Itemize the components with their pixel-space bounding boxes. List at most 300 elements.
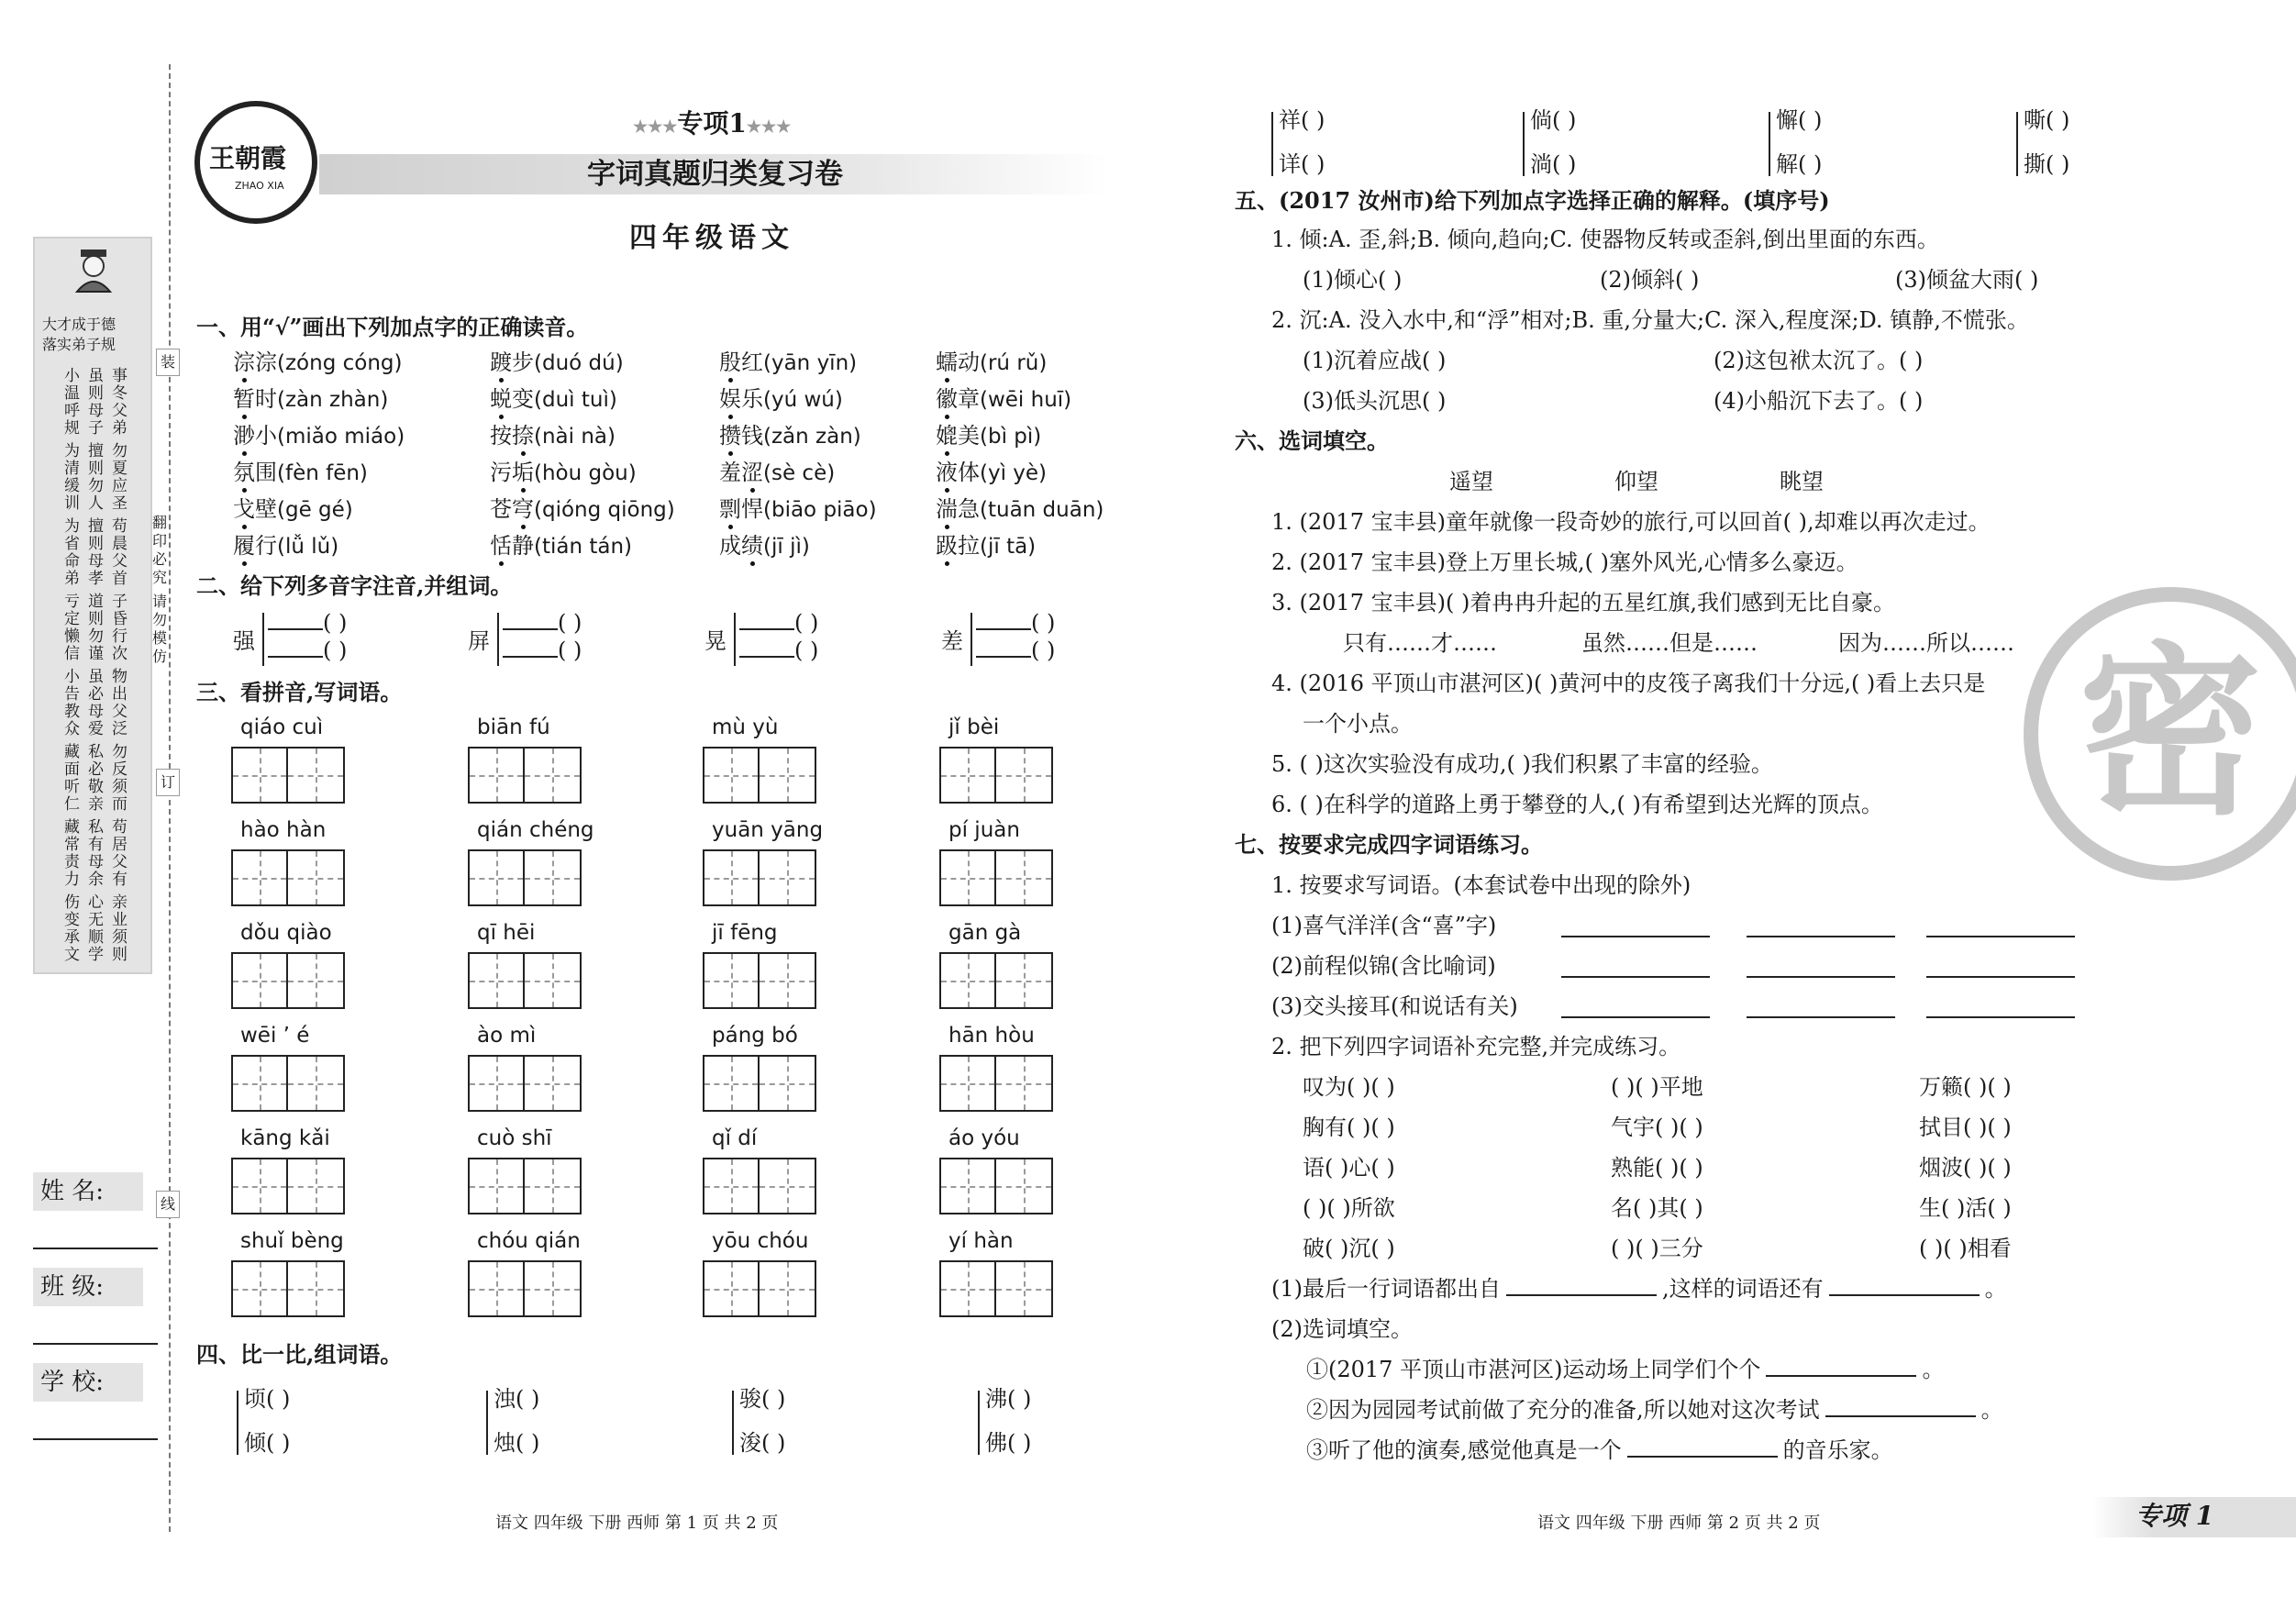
q5-sub: (3)倾盆大雨( ) [1895, 267, 2039, 293]
q1-item [233, 495, 353, 524]
tianzi-cell[interactable] [231, 1158, 288, 1214]
q6-sentence-1: 1. (2017 宝丰县)童年就像一段奇妙的旅行,可以回首( ),却难以再次走过。 [1271, 509, 1991, 535]
q7-f1-end: 。 [1922, 1357, 1945, 1382]
pinyin-options[interactable]: (jī jì) [763, 535, 810, 559]
warn-char: 翻 [152, 514, 168, 531]
tianzi-grid[interactable] [468, 849, 582, 906]
answer-blank[interactable] [268, 656, 323, 658]
bracket-line [1523, 112, 1525, 176]
tianzi-cell[interactable] [703, 1055, 760, 1112]
tianzi-cell[interactable] [703, 849, 760, 906]
motto-column: 事冬父弟 [108, 367, 127, 437]
tianzi-cell[interactable] [231, 1055, 288, 1112]
dotted-char: 徽 [936, 386, 958, 412]
word-char: 行 [255, 533, 277, 559]
word-char: 乐 [741, 386, 763, 412]
compare-item[interactable]: 骏( ) [739, 1386, 786, 1412]
word-char: 苍 [490, 496, 512, 522]
q1-item [936, 349, 1047, 377]
compare-item[interactable]: 详( ) [1279, 151, 1325, 177]
class-field[interactable] [33, 1343, 158, 1345]
idiom-item[interactable]: 叹为( )( ) [1303, 1074, 1395, 1100]
pinyin-options[interactable]: (yì yè) [980, 461, 1048, 485]
tianzi-cell[interactable] [996, 849, 1053, 906]
idiom-item[interactable]: 拭目( )( ) [1919, 1115, 2012, 1140]
pinyin-label: qiáo cuì [240, 715, 324, 739]
tianzi-cell[interactable] [288, 1055, 345, 1112]
polyphone-row [739, 637, 818, 664]
pinyin-options[interactable]: (yān yīn) [763, 351, 858, 375]
tianzi-cell[interactable] [703, 1158, 760, 1214]
compare-item[interactable]: 撕( ) [2024, 151, 2070, 177]
motto-column: 藏面听仁 [61, 743, 79, 813]
word-char: 悍 [741, 496, 763, 522]
dotted-char: 踱 [490, 349, 512, 375]
pinyin-label: yí hàn [948, 1229, 1014, 1253]
pinyin-options[interactable]: (biāo piāo) [763, 498, 877, 522]
q7-f2-end: 。 [1980, 1397, 2003, 1423]
q1-item [936, 459, 1047, 487]
answer-line[interactable] [1561, 936, 1710, 937]
tianzi-grid[interactable] [939, 1260, 1053, 1317]
tianzi-cell[interactable] [525, 952, 582, 1009]
answer-paren[interactable]: ( ) [323, 610, 348, 636]
word-char: 按 [490, 423, 512, 449]
answer-line[interactable] [1926, 976, 2075, 978]
answer-blank[interactable] [1506, 1294, 1657, 1296]
tianzi-cell[interactable] [760, 1055, 816, 1112]
idiom-item[interactable]: 生( )活( ) [1919, 1195, 2012, 1221]
tianzi-grid[interactable] [939, 952, 1053, 1009]
binding-line [169, 64, 171, 1532]
tianzi-cell[interactable] [468, 952, 525, 1009]
compare-item[interactable]: 倾( ) [244, 1430, 291, 1456]
tianzi-cell[interactable] [996, 1158, 1053, 1214]
motto-column: 私有母余 [84, 818, 103, 888]
school-label: 学 校: [40, 1369, 105, 1396]
pinyin-options[interactable]: (lǚ lǔ) [277, 535, 339, 559]
pinyin-label: jǐ bèi [948, 715, 1000, 739]
idiom-item[interactable]: 万籁( )( ) [1919, 1074, 2012, 1100]
logo-text: 王朝霞 [209, 143, 287, 173]
bracket-line [1271, 112, 1273, 176]
tianzi-grid[interactable] [231, 1158, 345, 1214]
dotted-char: 蠕 [936, 349, 958, 375]
tianzi-grid[interactable] [939, 747, 1053, 804]
pinyin-options[interactable]: (fèn fēn) [277, 461, 368, 485]
answer-paren[interactable]: ( ) [794, 610, 819, 636]
pinyin-label: biān fú [477, 715, 550, 739]
pinyin-label: qián chéng [477, 818, 594, 842]
q7-f1 [1306, 1356, 1944, 1383]
tianzi-grid[interactable] [939, 849, 1053, 906]
motto-column: 物出父泛 [108, 668, 127, 738]
tianzi-cell[interactable] [468, 1055, 525, 1112]
compare-item[interactable]: 倘( ) [1530, 107, 1577, 133]
bracket-line [262, 613, 264, 666]
idiom-item[interactable]: 烟波( )( ) [1919, 1155, 2012, 1181]
compare-item[interactable]: 懈( ) [1776, 107, 1823, 133]
q7-p2: (2)选词填空。 [1271, 1316, 1413, 1342]
warn-char: 印 [152, 532, 168, 549]
motto-column: 擅则勿人 [84, 442, 103, 512]
motto-column: 为清缓训 [61, 442, 79, 512]
dotted-char: 娱 [719, 386, 741, 412]
answer-blank[interactable] [1825, 1415, 1976, 1417]
word-char: 步 [512, 349, 534, 375]
compare-item[interactable]: 顷( ) [244, 1386, 291, 1412]
pinyin-label: wēi ’ é [240, 1024, 310, 1048]
q1-title: 一、用“√”画出下列加点字的正确读音。 [196, 314, 589, 340]
word-char: 变 [512, 386, 534, 412]
brand-logo [194, 101, 317, 224]
motto-column: 勿夏应圣 [108, 442, 127, 512]
compare-item[interactable]: 祥( ) [1279, 107, 1325, 133]
answer-paren[interactable]: ( ) [1031, 638, 1056, 663]
answer-paren[interactable]: ( ) [323, 638, 348, 663]
tianzi-cell[interactable] [996, 747, 1053, 804]
q1-item [936, 495, 1104, 524]
name-label-box [33, 1172, 143, 1211]
tianzi-cell[interactable] [939, 1055, 996, 1112]
tianzi-cell[interactable] [468, 1260, 525, 1317]
q6-word: 仰望 [1614, 469, 1658, 494]
right-stars-icon: ★★★ [746, 117, 792, 137]
tianzi-cell[interactable] [939, 747, 996, 804]
dotted-char: 涩 [741, 460, 763, 485]
pinyin-options[interactable]: (miǎo miáo) [277, 425, 405, 449]
pinyin-label: ào mì [477, 1024, 537, 1048]
pinyin-options[interactable]: (wēi huī) [980, 388, 1072, 412]
q7-f3-text: ③听了他的演奏,感觉他真是一个 [1306, 1437, 1622, 1463]
bracket-line [978, 1391, 980, 1455]
tianzi-cell[interactable] [760, 747, 816, 804]
series-text: 专项1 [677, 108, 747, 139]
pinyin-options[interactable]: (bì pì) [980, 425, 1042, 449]
q7-p1-text: (1)最后一行词语都出自 [1271, 1276, 1501, 1302]
answer-paren[interactable]: ( ) [794, 638, 819, 663]
word-char: 羞 [719, 460, 741, 485]
compare-item[interactable]: 浚( ) [739, 1430, 786, 1456]
tianzi-grid[interactable] [468, 747, 582, 804]
answer-paren[interactable]: ( ) [1031, 610, 1056, 636]
school-field[interactable] [33, 1438, 158, 1440]
answer-line[interactable] [1926, 1016, 2075, 1018]
q5-sub: (2)倾斜( ) [1600, 267, 1700, 293]
tianzi-cell[interactable] [760, 1158, 816, 1214]
tianzi-grid[interactable] [939, 1055, 1053, 1112]
motto-column: 道则勿谨 [84, 593, 103, 662]
tianzi-cell[interactable] [525, 849, 582, 906]
idiom-item[interactable]: 破( )沉( ) [1303, 1236, 1395, 1261]
q1-item [719, 349, 857, 377]
pinyin-options[interactable]: (zǎn zàn) [763, 425, 861, 449]
compare-item[interactable]: 沸( ) [985, 1386, 1032, 1412]
tianzi-cell[interactable] [760, 952, 816, 1009]
idiom-item[interactable]: 名( )其( ) [1611, 1195, 1703, 1221]
word-char: 时 [255, 386, 277, 412]
pinyin-options[interactable]: (rú rǔ) [980, 351, 1048, 375]
q7-p1-text2: ,这样的词语还有 [1662, 1276, 1824, 1302]
tianzi-cell[interactable] [231, 952, 288, 1009]
tianzi-cell[interactable] [288, 747, 345, 804]
q7-title: 七、按要求完成四字词语练习。 [1235, 831, 1543, 858]
idiom-item[interactable]: 语( )心( ) [1303, 1155, 1395, 1181]
tianzi-cell[interactable] [231, 849, 288, 906]
tianzi-cell[interactable] [939, 1260, 996, 1317]
tianzi-cell[interactable] [288, 849, 345, 906]
tianzi-grid[interactable] [939, 1158, 1053, 1214]
pinyin-label: hào hàn [240, 818, 327, 842]
answer-blank[interactable] [739, 628, 794, 630]
q1-item [719, 532, 810, 560]
tianzi-cell[interactable] [231, 747, 288, 804]
compare-item[interactable]: 解( ) [1776, 151, 1823, 177]
answer-line[interactable] [1926, 936, 2075, 937]
answer-paren[interactable]: ( ) [558, 610, 582, 636]
tianzi-cell[interactable] [703, 1260, 760, 1317]
pinyin-label: pí juàn [948, 818, 1020, 842]
tianzi-cell[interactable] [996, 1055, 1053, 1112]
scholar-figure-icon [72, 248, 116, 294]
tianzi-grid[interactable] [468, 1055, 582, 1112]
tianzi-cell[interactable] [939, 1158, 996, 1214]
tianzi-cell[interactable] [288, 1158, 345, 1214]
stamp-char: 密 [2078, 627, 2262, 840]
motto-line-2: 落实弟子规 [42, 336, 116, 353]
answer-paren[interactable]: ( ) [558, 638, 582, 663]
q6-word: 因为……所以…… [1838, 630, 2014, 656]
pinyin-options[interactable]: (zàn zhàn) [277, 388, 389, 412]
q1-item [490, 349, 624, 377]
pinyin-options[interactable]: (qióng qiōng) [534, 498, 675, 522]
tianzi-grid[interactable] [231, 849, 345, 906]
tianzi-grid[interactable] [468, 1260, 582, 1317]
motto-column: 苟晨父首 [108, 517, 127, 587]
tianzi-cell[interactable] [760, 1260, 816, 1317]
idiom-item[interactable]: 熟能( )( ) [1611, 1155, 1703, 1181]
dotted-char: 液 [936, 460, 958, 485]
polyphone-row [503, 609, 582, 637]
dotted-char: 淙 [233, 349, 255, 375]
q6-word: 只有……才…… [1343, 630, 1497, 656]
warn-char: 勿 [152, 611, 168, 628]
q1-item [233, 459, 368, 487]
pinyin-options[interactable]: (duì tuì) [534, 388, 617, 412]
q1-item [233, 349, 402, 377]
series-label [633, 110, 791, 141]
tianzi-cell[interactable] [468, 849, 525, 906]
tianzi-cell[interactable] [703, 747, 760, 804]
tianzi-grid[interactable] [231, 1055, 345, 1112]
tianzi-cell[interactable] [525, 1055, 582, 1112]
q6-sentence-4: 4. (2016 平顶山市湛河区)( )黄河中的皮筏子离我们十分远,( )看上去只是 [1271, 671, 1986, 696]
tianzi-cell[interactable] [288, 1260, 345, 1317]
polyphone-row [739, 609, 818, 637]
word-char: 动 [958, 349, 980, 375]
dotted-char: 湍 [936, 496, 958, 522]
q7-item: (3)交头接耳(和说话有关) [1271, 993, 1518, 1019]
pinyin-label: mù yù [712, 715, 779, 739]
dotted-char: 攒 [719, 423, 741, 449]
q7-f3 [1306, 1436, 1893, 1464]
q6-sentence-3: 3. (2017 宝丰县)( )着冉冉升起的五星红旗,我们感到无比自豪。 [1271, 590, 1895, 616]
idiom-item[interactable]: ( )( )相看 [1919, 1236, 2012, 1261]
q6-sentence-6: 6. ( )在科学的道路上勇于攀登的人,( )有希望到达光辉的顶点。 [1271, 792, 1883, 817]
answer-line[interactable] [1561, 976, 1710, 978]
q6-word: 虽然……但是…… [1581, 630, 1758, 656]
seal-box-3 [156, 1191, 180, 1218]
tianzi-grid[interactable] [231, 1260, 345, 1317]
answer-line[interactable] [1561, 1016, 1710, 1018]
q5-sub: (1)沉着应战( ) [1303, 348, 1447, 373]
answer-line[interactable] [1747, 936, 1895, 937]
compare-item[interactable]: 淌( ) [1530, 151, 1577, 177]
q2-title: 二、给下列多音字注音,并组词。 [196, 572, 513, 599]
class-label-box [33, 1268, 143, 1306]
motto-column: 苟居父有 [108, 818, 127, 888]
tianzi-grid[interactable] [703, 1158, 816, 1214]
pinyin-options[interactable]: (zóng cóng) [277, 351, 403, 375]
pinyin-label: áo yóu [948, 1126, 1020, 1150]
answer-blank[interactable] [503, 628, 558, 630]
dotted-char: 氛 [233, 460, 255, 485]
tianzi-cell[interactable] [703, 952, 760, 1009]
tianzi-cell[interactable] [939, 849, 996, 906]
polyphone-row [976, 609, 1055, 637]
tianzi-cell[interactable] [996, 1260, 1053, 1317]
idiom-item[interactable]: ( )( )所欲 [1303, 1195, 1395, 1221]
seal-char-2: 订 [160, 773, 175, 791]
tianzi-cell[interactable] [525, 747, 582, 804]
word-char: 急 [958, 496, 980, 522]
tianzi-grid[interactable] [703, 1055, 816, 1112]
pinyin-label: hān hòu [948, 1024, 1035, 1048]
pinyin-options[interactable]: (nài nà) [534, 425, 616, 449]
q1-item [490, 532, 632, 560]
tianzi-cell[interactable] [760, 849, 816, 906]
q7-f2 [1306, 1396, 2003, 1424]
pinyin-options[interactable]: (tuān duān) [980, 498, 1104, 522]
warn-char: 究 [152, 569, 168, 586]
compare-item[interactable]: 浊( ) [494, 1386, 540, 1412]
q6-sentence-5: 5. ( )这次实验没有成功,( )我们积累了丰富的经验。 [1271, 751, 1773, 777]
pinyin-options[interactable]: (hòu gòu) [534, 461, 637, 485]
idiom-item[interactable]: ( )( )三分 [1611, 1236, 1703, 1261]
answer-blank[interactable] [503, 656, 558, 658]
warn-char: 必 [152, 550, 168, 568]
tianzi-cell[interactable] [468, 747, 525, 804]
answer-blank[interactable] [1766, 1375, 1916, 1377]
answer-blank[interactable] [1829, 1294, 1980, 1296]
bracket-line [1769, 112, 1770, 176]
pinyin-options[interactable]: (gē gé) [277, 498, 353, 522]
answer-blank[interactable] [268, 628, 323, 630]
seal-char-3: 线 [160, 1195, 175, 1213]
word-char: 淙 [255, 349, 277, 375]
tianzi-cell[interactable] [525, 1158, 582, 1214]
tianzi-cell[interactable] [231, 1260, 288, 1317]
name-label: 姓 名: [40, 1178, 105, 1205]
polyphone-row [503, 637, 582, 664]
q5-def-1: 1. 倾:A. 歪,斜;B. 倾向,趋向;C. 使器物反转或歪斜,倒出里面的东西。 [1271, 227, 1939, 252]
pinyin-options[interactable]: (sè cè) [763, 461, 836, 485]
q1-item [936, 422, 1041, 450]
tianzi-grid[interactable] [468, 1158, 582, 1214]
motto-column: 心无顺学 [84, 893, 103, 963]
idiom-item[interactable]: ( )( )平地 [1611, 1074, 1703, 1100]
compare-item[interactable]: 烛( ) [494, 1430, 540, 1456]
bracket-line [734, 613, 736, 666]
tianzi-cell[interactable] [939, 952, 996, 1009]
tianzi-cell[interactable] [996, 952, 1053, 1009]
class-label: 班 级: [40, 1273, 105, 1301]
tianzi-grid[interactable] [703, 747, 816, 804]
answer-blank[interactable] [976, 656, 1031, 658]
idiom-item[interactable]: 气宇( )( ) [1611, 1115, 1703, 1140]
q1-item [719, 385, 843, 414]
dotted-char: 殷 [719, 349, 741, 375]
motto-column: 亲业须则 [108, 893, 127, 963]
polyphone-row [976, 637, 1055, 664]
confidential-stamp [2024, 587, 2296, 881]
q5-sub: (3)低头沉思( ) [1303, 388, 1447, 414]
word-char: 章 [958, 386, 980, 412]
answer-line[interactable] [1747, 1016, 1895, 1018]
dotted-char: 戈 [233, 496, 255, 522]
tianzi-grid[interactable] [231, 952, 345, 1009]
motto-column: 擅则母孝 [84, 517, 103, 587]
answer-line[interactable] [1747, 976, 1895, 978]
warn-char: 模 [152, 629, 168, 647]
q1-item [490, 459, 637, 487]
idiom-item[interactable]: 胸有( )( ) [1303, 1115, 1395, 1140]
polyphone-row [268, 609, 347, 637]
pinyin-label: shuǐ bèng [240, 1229, 344, 1253]
pinyin-options[interactable]: (yú wú) [763, 388, 843, 412]
pinyin-options[interactable]: (jī tā) [980, 535, 1037, 559]
tianzi-grid[interactable] [468, 952, 582, 1009]
dotted-char: 恬 [490, 533, 512, 559]
compare-item[interactable]: 佛( ) [985, 1430, 1032, 1456]
name-field[interactable] [33, 1248, 158, 1249]
pinyin-options[interactable]: (tián tán) [534, 535, 633, 559]
motto-column: 虽必母爱 [84, 668, 103, 738]
pinyin-label: dǒu qiào [240, 921, 332, 945]
compare-item[interactable]: 嘶( ) [2024, 107, 2070, 133]
q1-item [936, 385, 1071, 414]
q1-item [719, 459, 835, 487]
tianzi-grid[interactable] [703, 1260, 816, 1317]
pinyin-label: qǐ dí [712, 1126, 758, 1150]
bracket-line [237, 1391, 238, 1455]
motto-column: 小告教众 [61, 668, 79, 738]
tianzi-cell[interactable] [288, 952, 345, 1009]
q7-item: (1)喜气洋洋(含“喜”字) [1271, 913, 1497, 938]
answer-blank[interactable] [739, 656, 794, 658]
q5-sub: (4)小船沉下去了。( ) [1714, 388, 1924, 414]
tianzi-grid[interactable] [231, 747, 345, 804]
tianzi-cell[interactable] [468, 1158, 525, 1214]
answer-blank[interactable] [976, 628, 1031, 630]
answer-blank[interactable] [1627, 1456, 1778, 1458]
tianzi-grid[interactable] [703, 952, 816, 1009]
pinyin-options[interactable]: (duó dú) [534, 351, 624, 375]
tianzi-cell[interactable] [525, 1260, 582, 1317]
tianzi-grid[interactable] [703, 849, 816, 906]
word-char: 围 [255, 460, 277, 485]
q1-item [490, 495, 675, 524]
